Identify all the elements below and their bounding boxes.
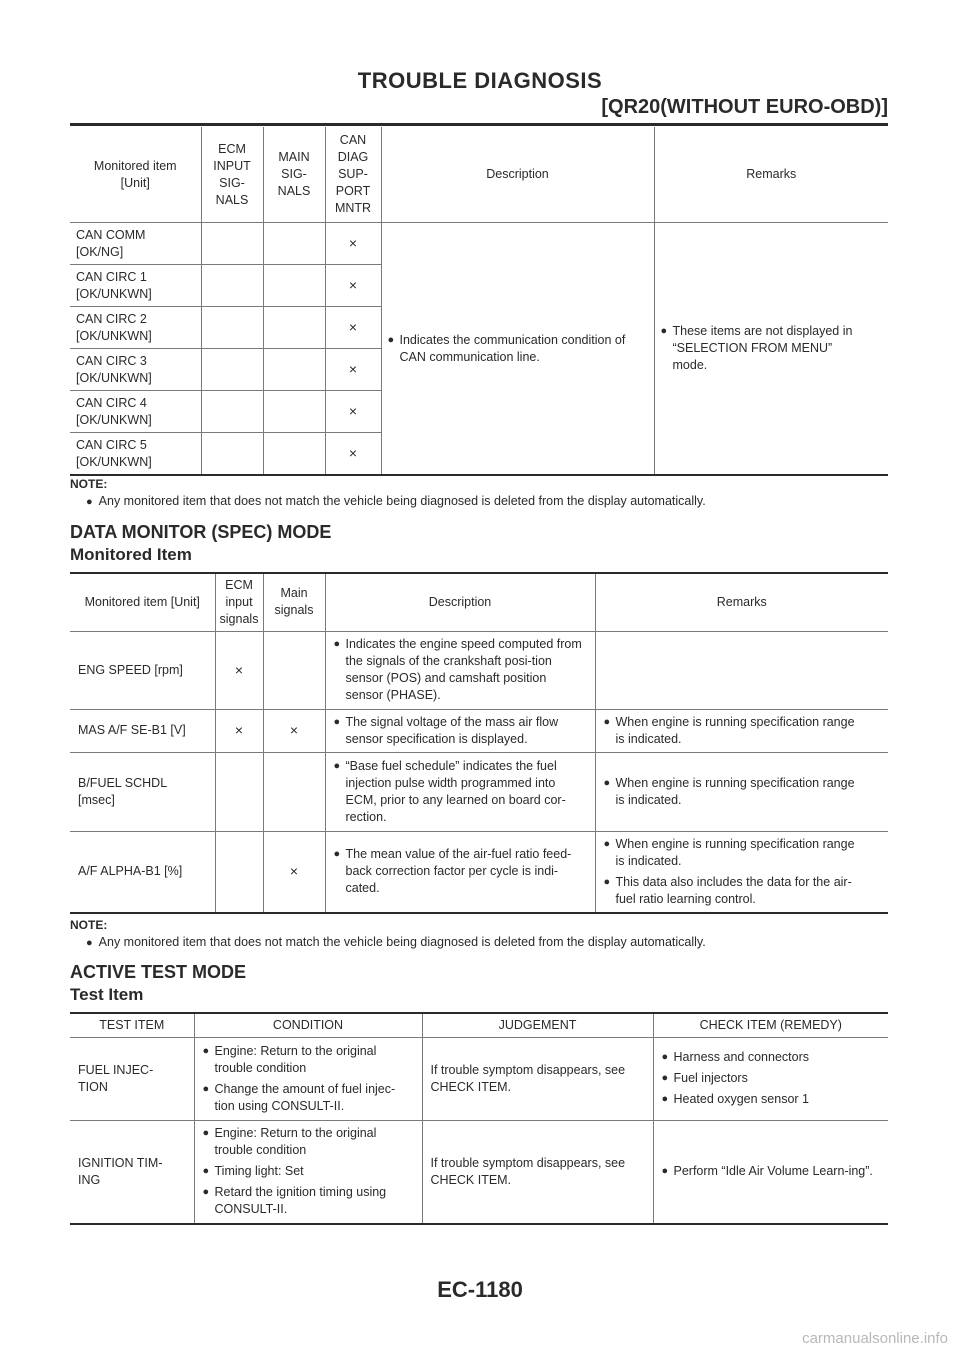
description-cell <box>325 631 595 709</box>
table-row <box>70 1037 888 1120</box>
description-text: The mean value of the air-fuel ratio feed-back correction factor per cycle is indi-cated. <box>345 847 572 896</box>
cross-mark: × <box>348 319 358 335</box>
check-item-text: Fuel injectors <box>673 1071 748 1085</box>
description-cell <box>325 831 595 913</box>
column-header-label: Monitored item [Unit] <box>84 594 200 609</box>
test-item-label: FUEL INJEC- TION <box>78 1062 154 1094</box>
column-header <box>653 1013 888 1037</box>
test-item-label: IGNITION TIM- ING <box>78 1155 163 1187</box>
table-row <box>70 631 888 709</box>
empty-cell <box>201 307 263 349</box>
check-mark-cell <box>325 265 381 307</box>
ecm-input-cell <box>215 831 263 913</box>
table-row <box>70 709 888 752</box>
monitored-item-cell <box>70 631 215 709</box>
monitored-item-label: CAN CIRC 1 [OK/UNKWN] <box>76 269 152 301</box>
note-label: NOTE: <box>70 918 108 932</box>
cross-mark: × <box>289 722 299 738</box>
table-header-row <box>70 1013 888 1037</box>
condition-text: Retard the ignition timing using CONSULT-II. <box>214 1185 387 1217</box>
bullet-icon: ● <box>603 715 611 728</box>
column-header <box>70 127 201 223</box>
cross-mark: × <box>289 863 299 880</box>
test-item-table <box>70 1012 888 1225</box>
empty-cell <box>201 265 263 307</box>
remarks-text: When engine is running specification range is indicated. <box>615 775 855 807</box>
bullet-item <box>604 714 881 748</box>
remarks-text: These items are not displayed in “SELECTION FROM MENU” mode. <box>672 324 853 372</box>
column-header <box>201 127 263 223</box>
column-header <box>70 573 215 631</box>
bullet-item <box>604 775 881 809</box>
description-cell <box>325 709 595 752</box>
empty-cell <box>263 223 325 265</box>
bullet-icon: ● <box>202 1082 210 1095</box>
bullet-icon: ● <box>603 875 611 888</box>
bullet-item <box>604 874 881 908</box>
bullet-item <box>203 1125 414 1159</box>
column-header <box>325 573 595 631</box>
title-divider <box>70 123 888 126</box>
ecm-input-cell <box>215 631 263 709</box>
column-header-label: Remarks <box>746 167 797 181</box>
bullet-icon: ● <box>661 1072 669 1084</box>
condition-cell <box>194 1037 422 1120</box>
cross-mark: × <box>348 361 358 377</box>
bullet-item <box>334 846 587 897</box>
check-mark-cell <box>325 307 381 349</box>
bullet-item <box>203 1043 414 1077</box>
column-header-label: Main signals <box>274 586 314 618</box>
empty-cell <box>263 265 325 307</box>
monitored-item-label: A/F ALPHA-B1 [%] <box>78 864 183 879</box>
section-heading: ACTIVE TEST MODE <box>70 962 247 982</box>
bullet-item <box>203 1163 414 1180</box>
empty-cell <box>201 433 263 476</box>
column-header-label: JUDGEMENT <box>498 1017 577 1032</box>
bullet-icon: ● <box>603 776 611 789</box>
bullet-icon: ● <box>661 1165 669 1178</box>
note-text: Any monitored item that does not match the vehicle being diagnosed is deleted from the display automatically. <box>98 935 706 949</box>
description-text: Indicates the engine speed computed from the signals of the crankshaft posi-tion sensor (POS) and camshaft position sensor (PHASE). <box>345 637 582 702</box>
remarks-cell <box>595 752 888 831</box>
check-item-cell <box>653 1037 888 1120</box>
column-header <box>263 573 325 631</box>
monitored-item-cell <box>70 433 201 476</box>
monitored-item-label: CAN COMM [OK/NG] <box>76 227 146 259</box>
monitored-item-cell <box>70 831 215 913</box>
table-row <box>70 752 888 831</box>
column-header-label: ECM INPUT SIG- NALS <box>213 141 251 207</box>
empty-cell <box>201 349 263 391</box>
check-mark-cell <box>325 223 381 265</box>
page-number: EC-1180 <box>437 1277 523 1302</box>
bullet-item <box>662 1070 881 1087</box>
bullet-icon: ● <box>661 1093 669 1105</box>
ecm-input-cell <box>215 709 263 752</box>
column-header-label: Monitored item [Unit] <box>93 158 177 190</box>
bullet-icon: ● <box>202 1044 210 1057</box>
check-item-text: Harness and connectors <box>673 1050 809 1064</box>
main-signal-cell <box>263 752 325 831</box>
check-mark-cell <box>325 433 381 476</box>
bullet-icon: ● <box>333 759 341 772</box>
condition-text: Change the amount of fuel injec-tion using CONSULT-II. <box>214 1081 396 1113</box>
remarks-text: When engine is running specification range is indicated. <box>615 714 855 746</box>
cross-mark: × <box>348 445 358 461</box>
monitored-item-table <box>70 572 888 914</box>
bullet-icon: ● <box>661 1051 669 1063</box>
empty-cell <box>263 433 325 476</box>
table-header-row <box>70 573 888 631</box>
remarks-cell <box>595 631 888 709</box>
bullet-icon: ● <box>86 496 93 508</box>
bullet-icon: ● <box>86 937 93 949</box>
bullet-icon: ● <box>202 1165 210 1178</box>
ecm-input-cell <box>215 752 263 831</box>
monitored-item-label: CAN CIRC 5 [OK/UNKWN] <box>76 437 152 469</box>
column-header <box>654 127 888 223</box>
column-header <box>381 127 654 223</box>
monitored-item-cell <box>70 265 201 307</box>
cross-mark: × <box>348 403 358 419</box>
main-signal-cell <box>263 631 325 709</box>
bullet-icon: ● <box>660 325 668 337</box>
bullet-icon: ● <box>387 333 395 346</box>
condition-text: Engine: Return to the original trouble condition <box>214 1043 377 1075</box>
monitored-item-cell <box>70 709 215 752</box>
bullet-item <box>203 1184 414 1218</box>
bullet-icon: ● <box>603 837 611 850</box>
bullet-item <box>334 714 587 748</box>
bullet-icon: ● <box>333 715 341 728</box>
bullet-item <box>388 332 648 366</box>
monitored-item-cell <box>70 349 201 391</box>
check-item-cell <box>653 1120 888 1224</box>
test-item-cell <box>70 1037 194 1120</box>
column-header <box>215 573 263 631</box>
remarks-cell <box>654 223 888 476</box>
remarks-cell <box>595 831 888 913</box>
note-label: NOTE: <box>70 477 108 491</box>
column-header <box>263 127 325 223</box>
description-cell <box>325 752 595 831</box>
monitored-item-label: CAN CIRC 2 [OK/UNKWN] <box>76 311 152 343</box>
section-heading: DATA MONITOR (SPEC) MODE <box>70 522 332 542</box>
remarks-text: When engine is running specification range is indicated. <box>615 836 855 868</box>
remarks-text: This data also includes the data for the air-fuel ratio learning control. <box>615 874 852 906</box>
judgement-cell <box>422 1120 653 1224</box>
check-item-text: Heated oxygen sensor 1 <box>673 1092 810 1106</box>
watermark: carmanualsonline.info <box>802 1330 948 1347</box>
description-text: Indicates the communication condition of CAN communication line. <box>399 332 626 364</box>
empty-cell <box>201 223 263 265</box>
condition-text: Engine: Return to the original trouble condition <box>214 1126 377 1158</box>
main-signal-cell <box>263 709 325 752</box>
check-mark-cell <box>325 391 381 433</box>
column-header-label: Description <box>428 594 492 609</box>
monitored-item-cell <box>70 391 201 433</box>
monitored-item-label: CAN CIRC 3 [OK/UNKWN] <box>76 353 152 385</box>
column-header <box>194 1013 422 1037</box>
monitored-item-label: B/FUEL SCHDL [msec] <box>78 775 168 807</box>
column-header-label: ECM input signals <box>219 577 259 626</box>
empty-cell <box>263 307 325 349</box>
column-header-label: Description <box>486 167 549 181</box>
page-subtitle: [QR20(WITHOUT EURO-OBD)] <box>601 96 888 118</box>
remarks-cell <box>595 709 888 752</box>
bullet-item <box>334 636 587 704</box>
column-header-label: CAN DIAG SUP- PORT MNTR <box>334 133 372 215</box>
section-subheading: Test Item <box>70 985 144 1004</box>
empty-cell <box>263 391 325 433</box>
bullet-item <box>661 323 883 374</box>
bullet-item <box>203 1081 414 1115</box>
bullet-icon: ● <box>202 1127 210 1140</box>
empty-cell <box>201 391 263 433</box>
bullet-icon: ● <box>202 1186 210 1199</box>
empty-cell <box>263 349 325 391</box>
cross-mark: × <box>234 722 244 738</box>
bullet-icon: ● <box>333 638 341 650</box>
monitored-item-cell <box>70 752 215 831</box>
judgement-cell <box>422 1037 653 1120</box>
bullet-icon: ● <box>333 848 341 861</box>
monitored-item-label: ENG SPEED [rpm] <box>78 662 183 677</box>
table-row <box>70 1120 888 1224</box>
can-monitor-table <box>70 127 888 476</box>
check-mark-cell <box>325 349 381 391</box>
condition-cell <box>194 1120 422 1224</box>
judgement-text: If trouble symptom disappears, see CHECK ITEM. <box>430 1155 626 1187</box>
column-header <box>325 127 381 223</box>
column-header-label: TEST ITEM <box>99 1017 165 1032</box>
note-text: Any monitored item that does not match the vehicle being diagnosed is deleted from the display automatically. <box>98 494 706 508</box>
bullet-item <box>662 1049 881 1066</box>
cross-mark: × <box>234 661 244 678</box>
monitored-item-cell <box>70 307 201 349</box>
condition-text: Timing light: Set <box>214 1164 304 1179</box>
column-header-label: CONDITION <box>272 1017 344 1032</box>
description-text: The signal voltage of the mass air flow sensor specification is displayed. <box>345 714 559 746</box>
table-row <box>70 831 888 913</box>
bullet-item <box>604 836 881 870</box>
monitored-item-label: MAS A/F SE-B1 [V] <box>78 723 186 737</box>
column-header <box>70 1013 194 1037</box>
column-header-label: MAIN SIG- NALS <box>277 150 311 198</box>
cross-mark: × <box>348 277 358 293</box>
section-subheading: Monitored Item <box>70 545 192 564</box>
check-item-text: Perform “Idle Air Volume Learn-ing”. <box>673 1164 873 1179</box>
bullet-item <box>662 1163 881 1180</box>
test-item-cell <box>70 1120 194 1224</box>
judgement-text: If trouble symptom disappears, see CHECK ITEM. <box>430 1062 626 1094</box>
note-item <box>86 494 706 508</box>
bullet-item <box>334 758 587 826</box>
monitored-item-label: CAN CIRC 4 [OK/UNKWN] <box>76 395 152 427</box>
monitored-item-cell <box>70 223 201 265</box>
description-text: “Base fuel schedule” indicates the fuel injection pulse width programmed into ECM, prior to any learned on board cor-rection. <box>345 758 566 824</box>
column-header-label: CHECK ITEM (REMEDY) <box>699 1017 842 1032</box>
description-cell <box>381 223 654 476</box>
main-signal-cell <box>263 831 325 913</box>
column-header <box>422 1013 653 1037</box>
note-item <box>86 935 706 949</box>
table-row <box>70 223 888 265</box>
column-header <box>595 573 888 631</box>
bullet-item <box>662 1091 881 1108</box>
table-header-row <box>70 127 888 223</box>
page-title: TROUBLE DIAGNOSIS <box>357 68 603 93</box>
column-header-label: Remarks <box>716 594 767 609</box>
cross-mark: × <box>348 235 358 251</box>
